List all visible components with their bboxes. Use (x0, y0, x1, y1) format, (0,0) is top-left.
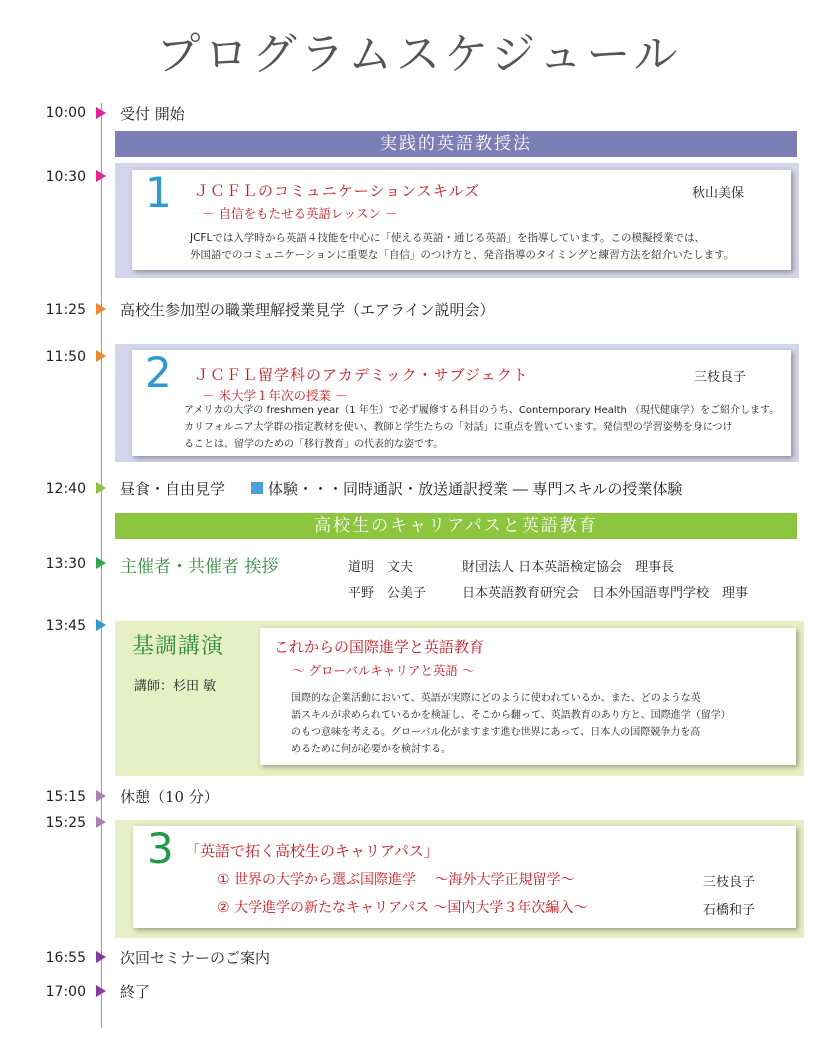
marker-triangle-icon (96, 557, 106, 569)
event-experience: 体験・・・同時通訳・放送通訳授業 ― 専門スキルの授業体験 (268, 480, 683, 498)
keynote-heading: 基調講演 (132, 634, 225, 659)
session-1-desc-line2: 外国語でのコミュニケーションに重要な「自信」のつけ方と、発音指導のタイミングと練習方法を紹介いたします。 (190, 249, 735, 261)
session-2-speaker: 三枝良子 (694, 370, 747, 385)
time-1700: 17:00 (45, 984, 86, 1000)
marker-triangle-icon (96, 170, 106, 182)
time-1125: 11:25 (45, 302, 86, 318)
marker-triangle-icon (96, 951, 106, 963)
session-2-panel (115, 344, 799, 462)
section-band-teaching: 実践的英語教授法 (115, 131, 797, 157)
session-3-card (133, 826, 796, 928)
marker-triangle-icon (96, 985, 106, 997)
session-2-title: ＪＣＦＬ留学科のアカデミック・サブジェクト (194, 366, 529, 384)
keynote-desc-line2: 語スキルが求められているかを検証し、そこから翻って、英語教育のあり方と、国際進学（留学） (291, 710, 731, 721)
session-3-speaker-2: 石橋和子 (703, 903, 756, 918)
keynote-desc-line3: のもつ意味を考える。グローバル化がますます進む世界にあって、日本人の国際競争力を高 (291, 727, 701, 738)
time-1330: 13:30 (45, 556, 86, 572)
marker-triangle-icon (96, 350, 106, 362)
event-end: 終了 (120, 983, 151, 1001)
session-2-desc-line3: ることは、留学のための「移行教育」の代表的な姿です。 (184, 439, 444, 450)
time-1525: 15:25 (45, 815, 86, 831)
event-next-seminar: 次回セミナーのご案内 (120, 949, 271, 967)
session-1-number: 1 (145, 168, 172, 217)
session-2-card (132, 350, 791, 456)
session-2-subtitle: － 米大学１年次の授業 － (202, 388, 348, 403)
session-3-panel (115, 820, 804, 938)
keynote-desc-line1: 国際的な企業活動において、英語が実際にどのように使われているか、また、どのような英 (291, 693, 701, 704)
session-2-number: 2 (145, 348, 172, 397)
session-1-subtitle: － 自信をもたせる英語レッスン － (202, 206, 398, 221)
session-3-item-1: ① 世界の大学から選ぶ国際進学 ～海外大学正規留学～ (217, 872, 575, 888)
marker-triangle-icon (96, 816, 106, 828)
event-reception: 受付 開始 (120, 105, 185, 123)
greeting-person-1-name: 道明 文夫 (348, 560, 414, 575)
session-2-desc-line2: カリフォルニア大学群の指定教材を使い、教師と学生たちの「対話」に重点を置いています。発信型の学習姿勢を身につけ (184, 422, 733, 433)
session-3-title: 「英語で拓く高校生のキャリアパス」 (185, 842, 439, 860)
time-1655: 16:55 (45, 950, 86, 966)
time-1345: 13:45 (45, 618, 86, 634)
session-2-desc-line1: アメリカの大学の freshmen year（1 年生）で必ず履修する科目のうち、Contemporary Health （現代健康学）をご紹介します。 (184, 405, 780, 416)
greeting-person-2-name: 平野 公美子 (348, 586, 427, 601)
keynote-panel (115, 621, 804, 776)
event-airline: 高校生参加型の職業理解授業見学（エアライン説明会） (120, 301, 495, 319)
session-3-number: 3 (147, 824, 174, 873)
time-1030: 10:30 (45, 169, 86, 185)
session-1-title: ＪＣＦＬのコミュニケーションスキルズ (194, 182, 481, 200)
square-bullet-icon (251, 482, 263, 494)
keynote-subtitle: ～ グローバルキャリアと英語 ～ (292, 663, 475, 678)
marker-triangle-icon (96, 303, 106, 315)
marker-triangle-icon (96, 619, 106, 631)
event-lunch: 昼食・自由見学 (120, 480, 226, 498)
session-1-desc-line1: JCFLでは入学時から英語４技能を中心に「使える英語・通じる英語」を指導しています。この模擬授業では、 (190, 232, 705, 244)
session-1-speaker: 秋山美保 (692, 186, 745, 201)
page-title: プログラムスケジュール (156, 29, 682, 80)
keynote-desc-line4: めるために何が必要かを検討する。 (291, 744, 451, 755)
time-1240: 12:40 (45, 481, 86, 497)
keynote-card (260, 628, 796, 765)
session-3-speaker-1: 三枝良子 (703, 875, 756, 890)
keynote-title: これからの国際進学と英語教育 (274, 638, 485, 656)
time-1515: 15:15 (45, 789, 86, 805)
greeting-person-1-org: 財団法人 日本英語検定協会 理事長 (462, 560, 675, 575)
marker-triangle-icon (96, 482, 106, 494)
time-1150: 11:50 (45, 349, 86, 365)
session-1-panel (115, 163, 799, 278)
keynote-speaker: 講師：杉田 敏 (134, 679, 217, 694)
event-greeting: 主催者・共催者 挨拶 (120, 557, 279, 577)
marker-triangle-icon (96, 790, 106, 802)
time-1000: 10:00 (45, 105, 86, 121)
marker-triangle-icon (96, 107, 106, 119)
session-1-card (132, 170, 791, 270)
section-band-career: 高校生のキャリアパスと英語教育 (115, 513, 797, 539)
event-break: 休憩（10 分） (120, 788, 219, 806)
greeting-person-2-org: 日本英語教育研究会 日本外国語専門学校 理事 (462, 586, 749, 601)
session-3-item-2: ② 大学進学の新たなキャリアパス ～国内大学３年次編入～ (217, 900, 588, 916)
